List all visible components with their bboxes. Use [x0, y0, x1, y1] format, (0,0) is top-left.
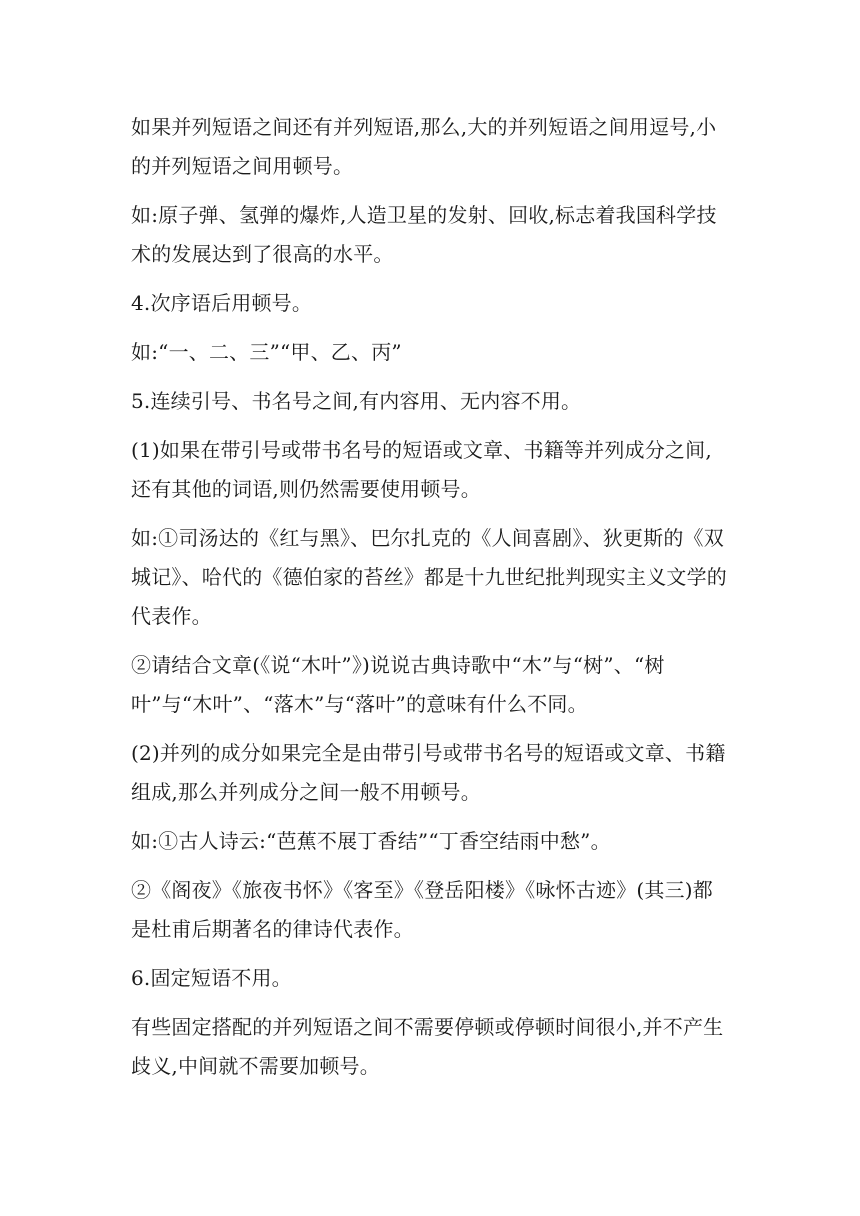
paragraph: 4.次序语后用顿号。	[131, 291, 313, 315]
paragraph: 5.连续引号、书名号之间,有内容用、无内容不用。	[131, 389, 582, 413]
paragraph: 6.固定短语不用。	[131, 966, 292, 990]
paragraph: 有些固定搭配的并列短语之间不需要停顿或停顿时间很小,并不产生歧义,中间就不需要加顿号。	[131, 1015, 724, 1078]
paragraph: 如果并列短语之间还有并列短语,那么,大的并列短语之间用逗号,小的并列短语之间用顿号。	[131, 115, 717, 178]
paragraph: ②请结合文章(《说“木叶”》)说说古典诗歌中“木”与“树”、“树叶”与“木叶”、“落木”与“落叶”的意味有什么不同。	[131, 653, 665, 716]
paragraph: 如:“一、二、三”“甲、乙、丙”	[131, 340, 402, 364]
document-body	[131, 108, 731, 1096]
paragraph: 如:①古人诗云:“芭蕉不展丁香结”“丁香空结雨中愁”。	[131, 829, 611, 853]
paragraph: (1)如果在带引号或带书名号的短语或文章、书籍等并列成分之间,还有其他的词语,则仍然需要使用顿号。	[131, 438, 712, 501]
paragraph: (2)并列的成分如果完全是由带引号或带书名号的短语或文章、书籍组成,那么并列成分之间一般不用顿号。	[131, 741, 726, 804]
paragraph: 如:原子弹、氢弹的爆炸,人造卫星的发射、回收,标志着我国科学技术的发展达到了很高的水平。	[131, 203, 717, 266]
paragraph: 如:①司汤达的《红与黑》、巴尔扎克的《人间喜剧》、狄更斯的《双城记》、哈代的《德伯家的苔丝》都是十九世纪批判现实主义文学的代表作。	[131, 526, 727, 628]
paragraph: ②《阁夜》《旅夜书怀》《客至》《登岳阳楼》《咏怀古迹》(其三)都是杜甫后期著名的律诗代表作。	[131, 878, 714, 941]
